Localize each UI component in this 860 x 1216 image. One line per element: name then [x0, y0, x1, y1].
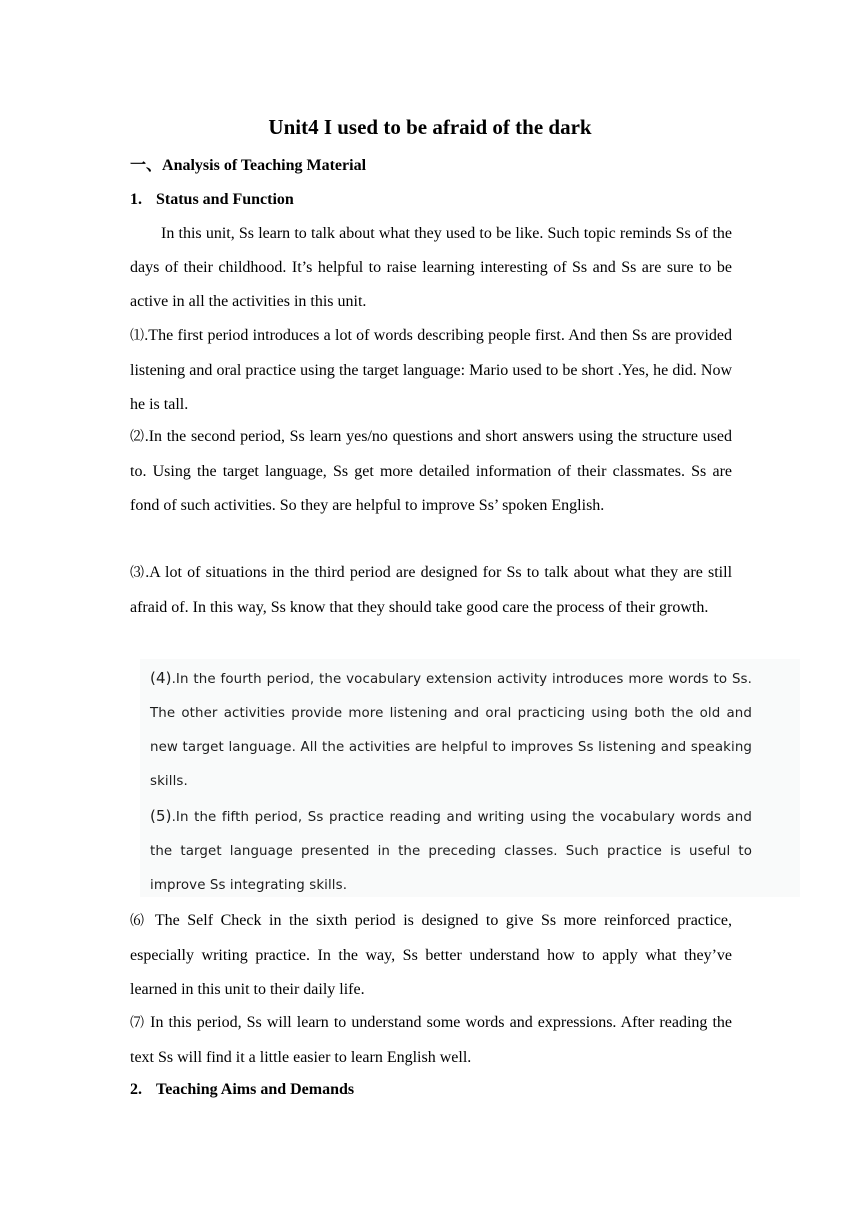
paragraph-marker: ⑺ [130, 1016, 146, 1031]
paragraph-2 [130, 420, 732, 523]
paragraph-marker: (4) [150, 669, 172, 687]
paragraph-marker: ⑶ [130, 566, 146, 581]
paragraph-6 [130, 904, 732, 1007]
paragraph-marker: (5) [150, 807, 172, 825]
paragraph-text: .A lot of situations in the third period are designed for Ss to talk about what they are still afraid of. In this way, Ss know that they should take good care the process of their growth. [130, 564, 733, 616]
paragraph-text: .In the fifth period, Ss practice reading and writing using the vocabulary words and the target language presented in the preceding classes. Such practice is useful to improve Ss integrating skills. [150, 810, 752, 893]
subheading-number: 1. [130, 191, 142, 208]
paragraph-text: .In the second period, Ss learn yes/no questions and short answers using the structure used to. Using the target language, Ss get more detailed information of their classmates. Ss are fond of such activities. So they are helpful to improve Ss’ spoken English. [130, 428, 733, 514]
subheading-text: Teaching Aims and Demands [156, 1081, 355, 1098]
paragraph-text: In this period, Ss will learn to understand some words and expressions. After reading the text Ss will find it a little easier to learn English well. [130, 1014, 732, 1066]
paragraph-5 [150, 799, 752, 903]
paragraph-7 [130, 1006, 732, 1075]
subheading-teaching-aims [130, 1079, 354, 1101]
paragraph-text: .The first period introduces a lot of words describing people first. And then Ss are provided listening and oral practice using the target language: Mario used to be short .Yes, he did. Now he is tall. [130, 327, 733, 413]
document-title: Unit4 I used to be afraid of the dark [268, 115, 592, 139]
paragraph-marker: ⑹ [130, 914, 148, 929]
paragraph-4 [150, 661, 752, 799]
paragraph-marker: ⑵ [130, 430, 145, 445]
paragraph-3 [130, 556, 732, 625]
section-heading-analysis [130, 155, 366, 177]
paragraph-1 [130, 319, 732, 422]
paragraph-text: The Self Check in the sixth period is designed to give Ss more reinforced practice, especially writing practice. In the way, Ss better understand how to apply what they’ve learned in this unit to their daily life. [130, 912, 732, 998]
subheading-text: Status and Function [156, 191, 294, 208]
subheading-status-function [130, 189, 294, 211]
paragraph-marker: ⑴ [130, 329, 145, 344]
section-marker: 一、 [130, 157, 163, 174]
subheading-number: 2. [130, 1081, 142, 1098]
scanned-text-block [150, 661, 752, 903]
intro-paragraph: In this unit, Ss learn to talk about what they used to be like. Such topic reminds Ss of the days of their childhood. It’s helpful to raise learning interesting of Ss and Ss are sure to be active in all the activities in this unit. [130, 225, 732, 310]
section-heading-text: Analysis of Teaching Material [162, 157, 367, 174]
paragraph-text: .In the fourth period, the vocabulary extension activity introduces more words to Ss. The other activities provide more listening and oral practicing using both the old and new target language. All the activities are helpful to improves Ss listening and speaking skills. [150, 672, 752, 789]
